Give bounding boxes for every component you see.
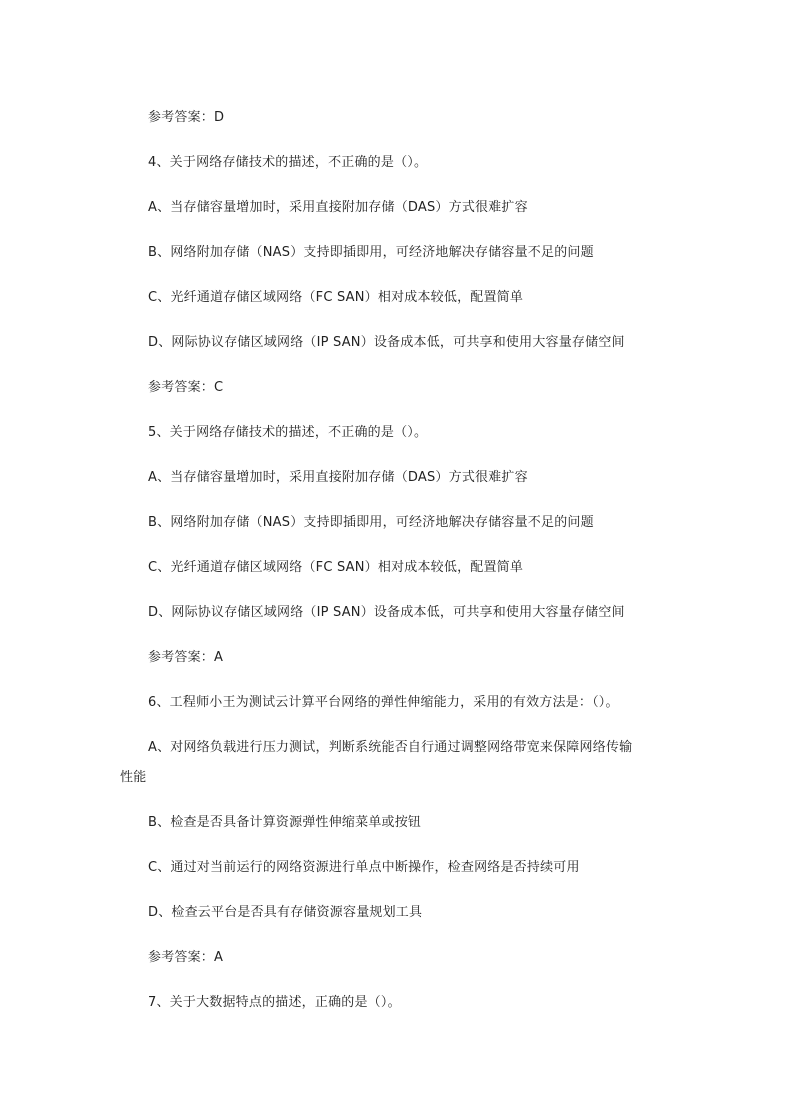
q4-option-c: C、光纤通道存储区域网络（FC SAN）相对成本较低，配置简单	[148, 290, 524, 305]
question-4: 4、关于网络存储技术的描述，不正确的是（）。	[148, 155, 428, 170]
answer-key-4: 参考答案：C	[148, 380, 224, 395]
q4-option-b: B、网络附加存储（NAS）支持即插即用，可经济地解决存储容量不足的问题	[148, 245, 594, 260]
q6-option-a: A、对网络负载进行压力测试，判断系统能否自行通过调整网络带宽来保障网络传输	[148, 740, 633, 755]
answer-key-3: 参考答案：D	[148, 110, 225, 125]
q6-option-a-continued: 性能	[120, 770, 147, 785]
question-5: 5、关于网络存储技术的描述，不正确的是（）。	[148, 425, 428, 440]
q5-option-d: D、网际协议存储区域网络（IP SAN）设备成本低，可共享和使用大容量存储空间	[148, 605, 625, 620]
q6-option-c: C、通过对当前运行的网络资源进行单点中断操作，检查网络是否持续可用	[148, 860, 580, 875]
q5-option-b: B、网络附加存储（NAS）支持即插即用，可经济地解决存储容量不足的问题	[148, 515, 594, 530]
answer-key-6: 参考答案：A	[148, 950, 224, 965]
q4-option-d: D、网际协议存储区域网络（IP SAN）设备成本低，可共享和使用大容量存储空间	[148, 335, 625, 350]
q5-option-c: C、光纤通道存储区域网络（FC SAN）相对成本较低，配置简单	[148, 560, 524, 575]
q6-option-d: D、检查云平台是否具有存储资源容量规划工具	[148, 905, 423, 920]
answer-key-5: 参考答案：A	[148, 650, 224, 665]
q5-option-a: A、当存储容量增加时，采用直接附加存储（DAS）方式很难扩容	[148, 470, 528, 485]
question-6: 6、工程师小王为测试云计算平台网络的弹性伸缩能力，采用的有效方法是：（）。	[148, 695, 619, 710]
q4-option-a: A、当存储容量增加时，采用直接附加存储（DAS）方式很难扩容	[148, 200, 528, 215]
question-7: 7、关于大数据特点的描述，正确的是（）。	[148, 995, 401, 1010]
q6-option-b: B、检查是否具备计算资源弹性伸缩菜单或按钮	[148, 815, 422, 830]
